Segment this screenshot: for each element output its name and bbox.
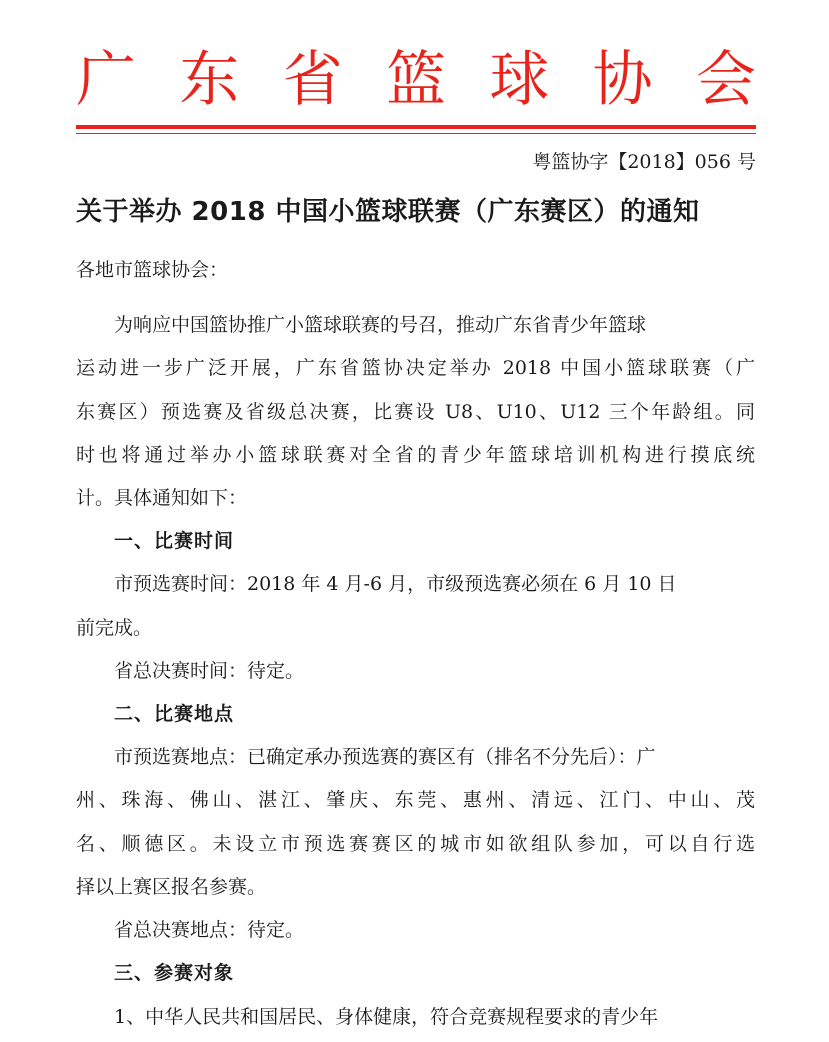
- paragraph-line: 为响应中国篮协推广小篮球联赛的号召，推动广东省青少年篮球: [114, 314, 647, 336]
- paragraph-line: 市预选赛地点：已确定承办预选赛的赛区有（排名不分先后）：广: [114, 746, 656, 768]
- org-name-char: 会: [695, 45, 756, 115]
- org-name-char: 广: [76, 45, 136, 115]
- paragraph-line: 市预选赛时间：2018 年 4 月-6 月，市级预选赛必须在 6 月 10 日: [114, 573, 677, 595]
- document-title: 关于举办 2018 中国小篮球联赛（广东赛区）的通知: [76, 197, 700, 227]
- org-name-char: 省: [282, 45, 343, 115]
- letterhead-divider-thick: [76, 125, 756, 129]
- letterhead-org-name: [76, 40, 756, 120]
- org-name-char: 篮: [385, 45, 446, 115]
- section-heading-venue: 二、比赛地点: [114, 703, 235, 725]
- org-name-char: 东: [179, 45, 240, 115]
- paragraph-line: 时也将通过举办小篮球联赛对全省的青少年篮球培训机构进行摸底统: [76, 444, 755, 466]
- paragraph-line: 计。具体通知如下：: [76, 487, 248, 509]
- paragraph-line: 择以上赛区报名参赛。: [76, 876, 267, 898]
- paragraph-line: 东赛区）预选赛及省级总决赛，比赛设 U8、U10、U12 三个年龄组。同: [76, 401, 755, 423]
- paragraph-line: 省总决赛地点：待定。: [114, 919, 305, 941]
- letterhead-divider-thin: [76, 133, 756, 134]
- org-name-char: 球: [489, 45, 550, 115]
- paragraph-line: 1、中华人民共和国居民、身体健康，符合竞赛规程要求的青少年: [114, 1006, 659, 1028]
- org-name-char: 协: [592, 45, 653, 115]
- document-number: 粤篮协字【2018】056 号: [532, 151, 756, 173]
- paragraph-line: 运动进一步广泛开展，广东省篮协决定举办 2018 中国小篮球联赛（广: [76, 357, 755, 379]
- paragraph-line: 名、顺德区。未设立市预选赛赛区的城市如欲组队参加，可以自行选: [76, 833, 755, 855]
- paragraph-line: 省总决赛时间：待定。: [114, 660, 305, 682]
- paragraph-line: 州、珠海、佛山、湛江、肇庆、东莞、惠州、清远、江门、中山、茂: [76, 789, 755, 811]
- section-heading-participants: 三、参赛对象: [114, 962, 235, 984]
- paragraph-line: 前完成。: [76, 617, 153, 639]
- salutation: 各地市篮球协会：: [76, 259, 229, 281]
- section-heading-time: 一、比赛时间: [114, 530, 235, 552]
